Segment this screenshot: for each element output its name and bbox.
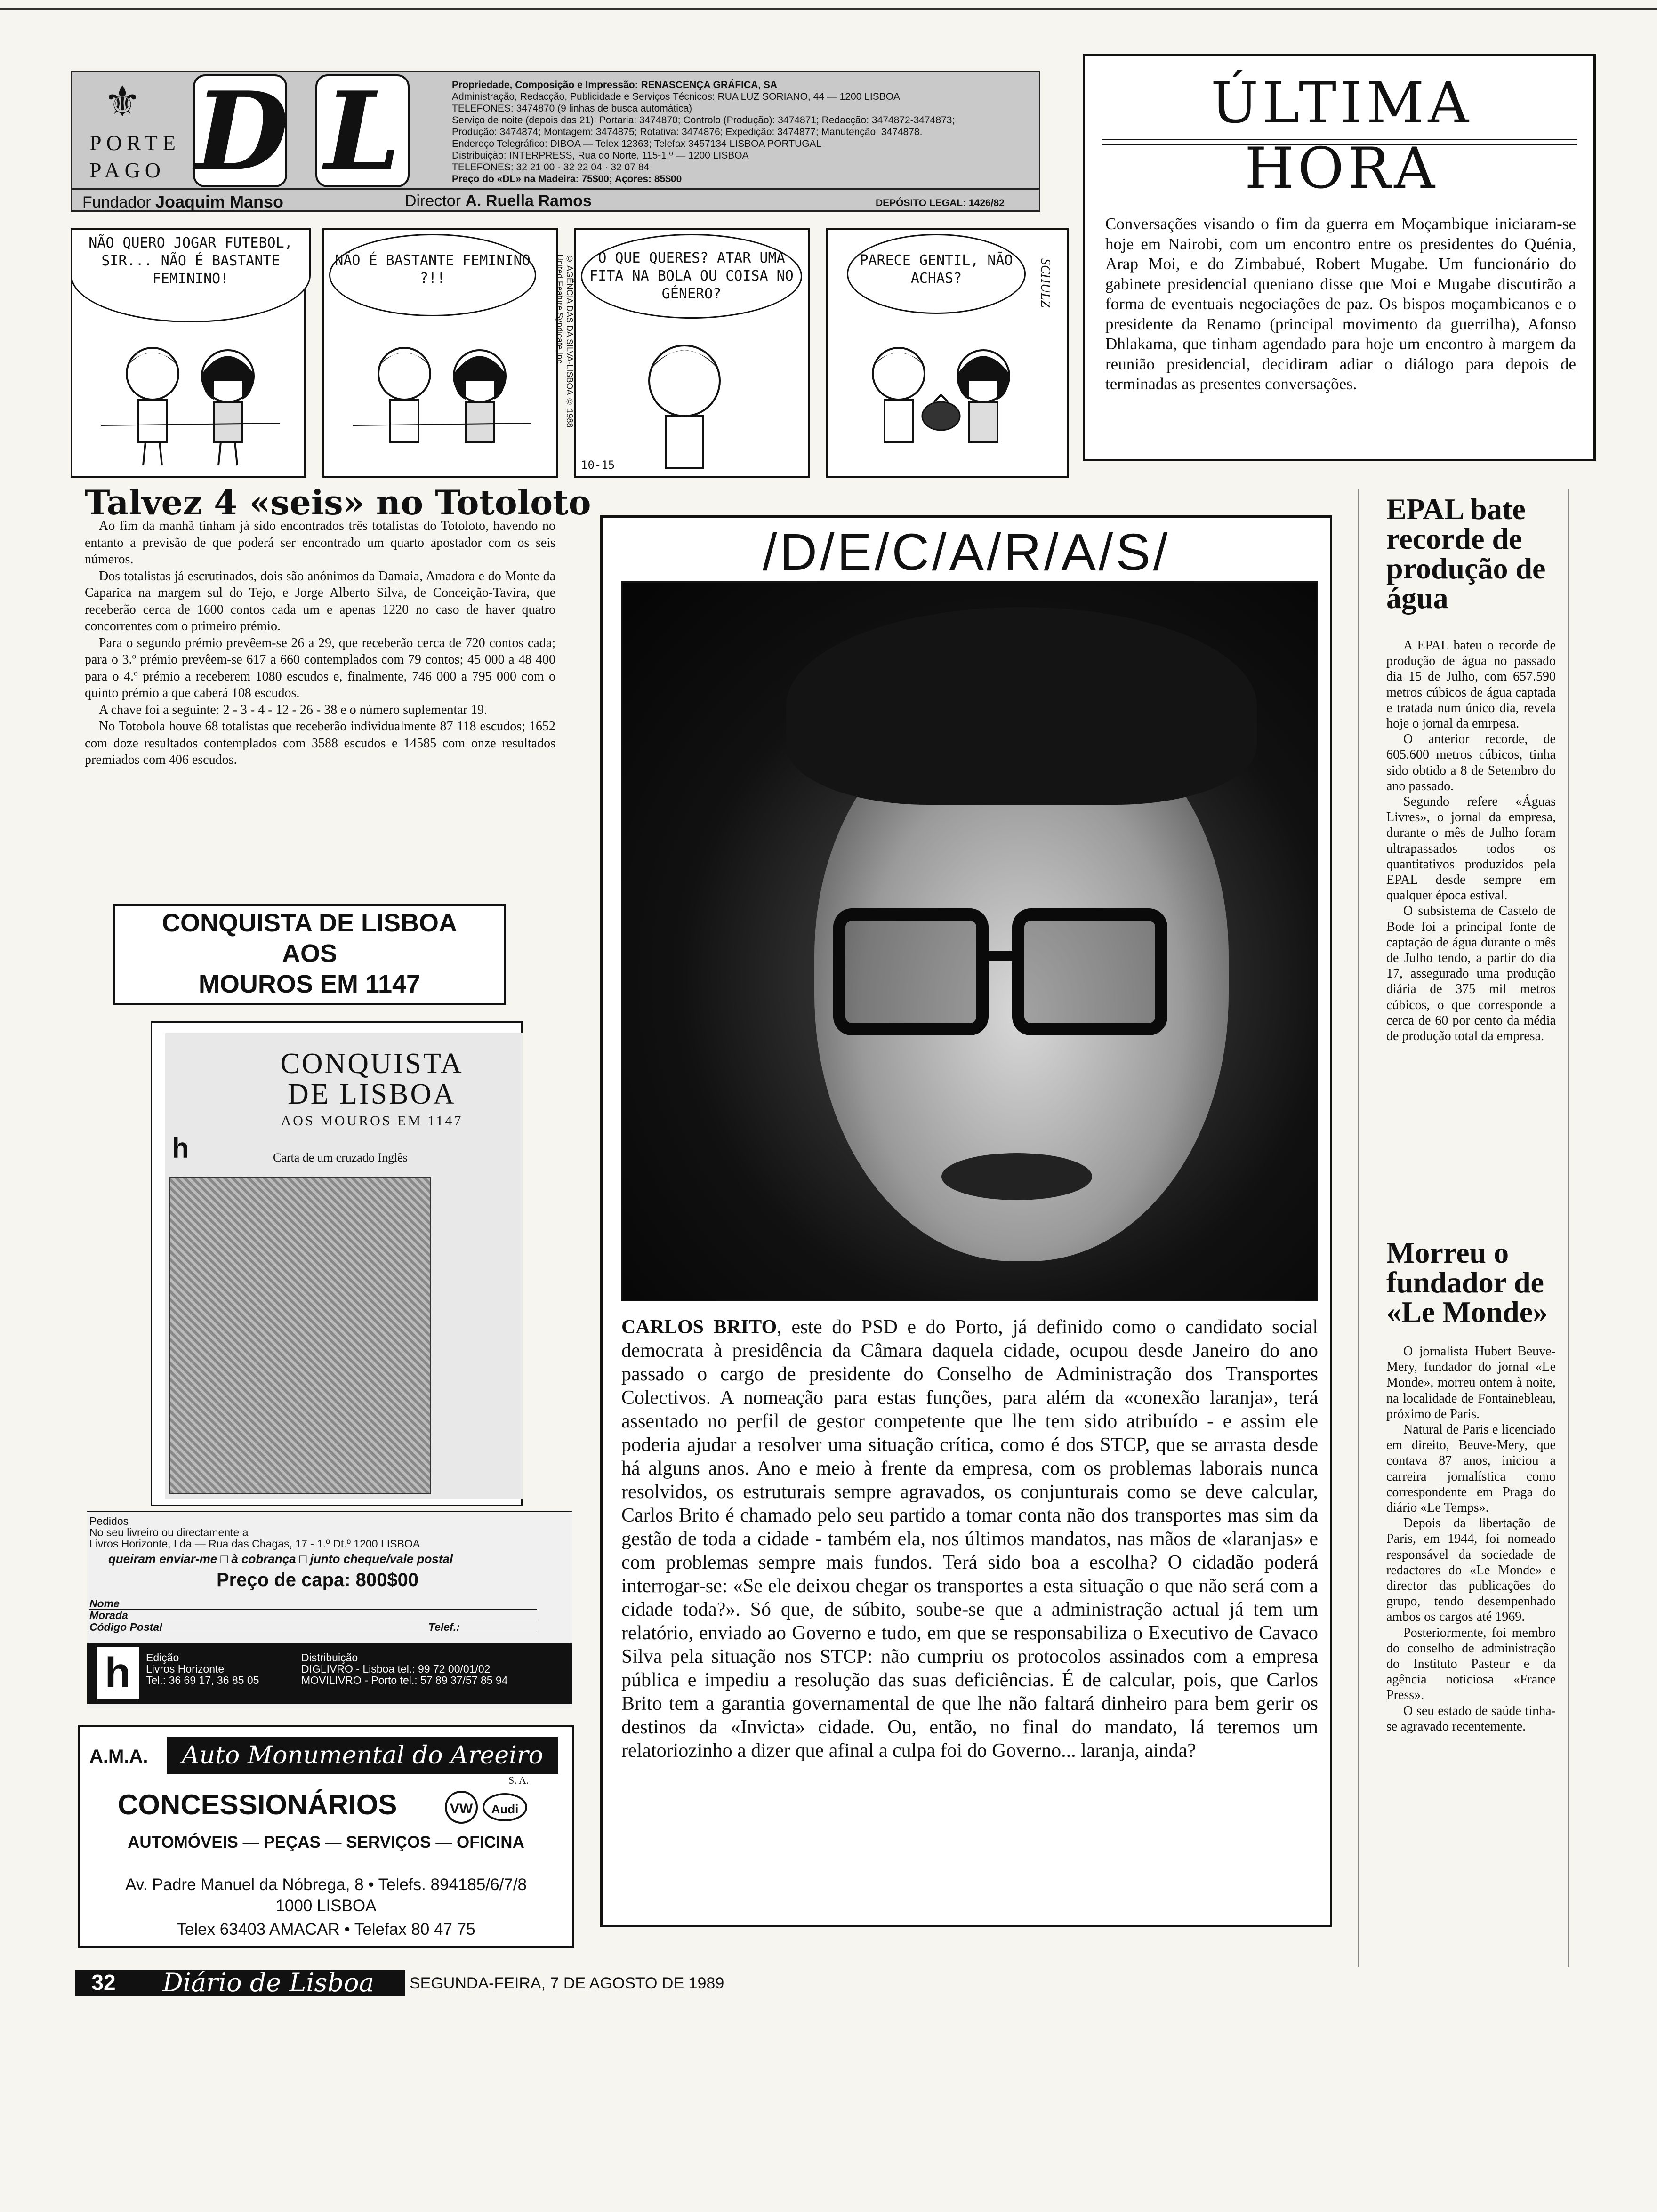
schulz-signature: SCHULZ: [1038, 258, 1053, 308]
info-line: Produção: 3474874; Montagem: 3474875; Rotativa: 3474876; Expedição: 3474877; Manutenção: 3474878.: [452, 127, 923, 137]
issue-date: SEGUNDA-FEIRA, 7 DE AGOSTO DE 1989: [410, 1974, 724, 1992]
book-title-1: CONQUISTA: [280, 1048, 464, 1080]
info-line: Propriedade, Composição e Impressão: RENASCENÇA GRÁFICA, SA: [452, 80, 778, 90]
glasses-bridge: [986, 951, 1014, 961]
distribuicao: [301, 1652, 508, 1686]
distribuicao-porto: MOVILIVRO - Porto tel.: 57 89 37/57 85 94: [301, 1674, 508, 1686]
speech-bubble: PARECE GENTIL, NÃO ACHAS?: [847, 234, 1026, 314]
cover-price: Preço de capa: 800$00: [217, 1570, 419, 1590]
paragraph: Posteriormente, foi membro do conselho de administração do Instituto Pasteur e da agência noticiosa «France Press».: [1386, 1625, 1556, 1703]
book-cover-illustration: [169, 1177, 431, 1494]
paragraph: Natural de Paris e licenciado em direito, Beuve-Mery, que contava 87 anos, iniciou a carreira jornalística como correspondente em Praga do diário «Le Temps».: [1386, 1422, 1556, 1515]
edicao: [146, 1652, 259, 1686]
info-line: TELEFONES: 32 21 00 · 32 22 04 · 32 07 84: [452, 162, 650, 173]
director-label: Director: [405, 192, 461, 210]
info-line: TELEFONES: 3474870 (9 linhas de busca automática): [452, 103, 692, 114]
conquista-line-2: AOS: [282, 939, 338, 968]
decaras-article: [621, 1315, 1318, 1763]
audi-logo-icon: Audi: [483, 1793, 527, 1821]
fundador-name: Joaquim Manso: [155, 192, 284, 211]
paper-name: Diário de Lisboa: [132, 1970, 405, 1996]
ultima-hora-rule: [1102, 144, 1577, 145]
ama-services: AUTOMÓVEIS — PEÇAS — SERVIÇOS — OFICINA: [128, 1833, 524, 1851]
decaras-text: , este do PSD e do Porto, já definido como o candidato social democrata à presidência da Câmara daquela cidade, ocupou desde Janeiro do ano passado o cargo de presidente do Conselho de Administração dos Transportes Colectivos. A nomeação para estas funções, para além da «conexão laranja», terá assentado no perfil de gestor competente que lhe tem sido atribuído - e assim ele poderia ajudar a resolver uma situação crítica, como é dos STCP, que se arrasta desde há alguns anos. Ano e meio à frente da empresa, com os problemas laborais nunca resolvidos, os estruturais sempre agravados, os conjunturais como se deve calcular, Carlos Brito é chamado pelo seu partido a tomar conta não dos transportes mas sim da gestão de toda a cidade - também ela, nos últimos mandatos, nas mãos de «laranjas» e com problemas sempre mais fundos. Terá sido boa a escolha? O cidadão poderá interrogar-se: «Se ele deixou chegar os transportes a esta situação o que não será com a cidade toda?». Só que, de súbito, soube-se que a administração actual já tem um relatório, enviado ao Governo e tudo, em que se responsabiliza o Executivo de Cavaco Silva pela situação nos STCP: não cumpriu os protocolos assinados com a empresa pública e impediu a resolução das suas deficiências. É de calcular, pois, que Carlos Brito tem a garantia governamental de que lhe não faltará dinheiro para bem gerir os destinos da «Invicta» cidade. Ou, então, no final do mandato, lá teremos um relatoriozinho a dizer que afinal a culpa foi do Governo... laranja, ainda?: [621, 1316, 1318, 1762]
ultima-hora-title: ÚLTIMA HORA: [1210, 71, 1472, 201]
speech-bubble: NÃO É BASTANTE FEMININO ?!!: [329, 234, 536, 316]
lemonde-article: [1386, 1344, 1556, 1734]
pago-label: PAGO: [89, 158, 166, 182]
ama-brand: A.M.A.: [89, 1746, 148, 1767]
pedidos-text: No seu livreiro ou directamente a: [89, 1526, 249, 1539]
ama-city: 1000 LISBOA: [275, 1897, 377, 1915]
ama-name: Auto Monumental do Areeiro: [167, 1737, 558, 1774]
peppermint-patty-drawing: [614, 324, 783, 475]
peppermint-patty-and-marcie-drawing: [353, 329, 531, 475]
fundador-label: Fundador: [82, 193, 151, 211]
masthead-info: [452, 79, 1031, 185]
coat-of-arms-icon: ⚜: [103, 79, 142, 126]
pedidos-label: Pedidos: [89, 1515, 129, 1527]
paragraph: O jornalista Hubert Beuve-Mery, fundador do jornal «Le Monde», morreu ontem à noite, na localidade de Fontainebleau, próximo de Paris.: [1386, 1344, 1556, 1421]
info-line: Distribuição: INTERPRESS, Rua do Norte, 115-1.º — 1200 LISBOA: [452, 150, 749, 161]
speech-bubble: O QUE QUERES? ATAR UMA FITA NA BOLA OU COISA NO GÉNERO?: [581, 234, 802, 319]
comic-panel-2: [322, 228, 558, 478]
paragraph: Para o segundo prémio prevêem-se 26 a 29, que receberão cerca de 720 contos cada; para o 3.º prémio prevêem-se 617 a 660 contemplados com 79 contos; 45 000 a 48 400 para o 4.º prémio a receberem 1080 escudos e, finalmente, 746 000 a 795 000 com o quinto prémio a que caberá 108 escudos.: [85, 635, 555, 700]
page-number: 32: [75, 1970, 132, 1996]
morada-field[interactable]: Morada: [89, 1610, 537, 1621]
paragraph: A chave foi a seguinte: 2 - 3 - 4 - 12 - 26 - 38 e o número suplementar 19.: [99, 702, 488, 717]
book-subtitle: AOS MOUROS EM 1147: [281, 1113, 463, 1129]
paragraph: O anterior recorde, de 605.600 metros cúbicos, tinha sido obtido a 8 de Setembro do ano passado.: [1386, 732, 1556, 793]
telefone-field[interactable]: Telef.:: [428, 1621, 460, 1633]
totoloto-headline: Talvez 4 «seis» no Totoloto: [85, 482, 591, 522]
column-rule: [1568, 489, 1569, 1967]
conquista-line-3: MOUROS EM 1147: [198, 970, 421, 998]
conquista-line-1: CONQUISTA DE LISBOA: [161, 909, 457, 937]
glasses-left-lens: [833, 908, 989, 1035]
paragraph: O seu estado de saúde tinha-se agravado recentemente.: [1386, 1703, 1556, 1734]
paragraph: Depois da libertação de Paris, em 1944, foi nomeado responsável da sociedade de redactores do «Le Monde» e director das publicações do grupo, tendo desempenhado ambos os cargos até 1969.: [1386, 1516, 1556, 1625]
logo-letter-l: L: [315, 74, 410, 187]
paragraph: Ao fim da manhã tinham já sido encontrados três totalistas do Totoloto, havendo no entanto a previsão de que poderá ser encontrado um quarto apostador com os seis números.: [85, 519, 555, 567]
lemonde-headline: Morreu o fundador de «Le Monde»: [1386, 1236, 1548, 1329]
publisher-logo-h: h: [97, 1647, 139, 1699]
book-caption: Carta de um cruzado Inglês: [273, 1151, 408, 1164]
paragraph: Dos totalistas já escrutinados, dois são anónimos da Damaia, Amadora e do Monte da Caparica na margem sul do Tejo, e Jorge Alberto Silva, de Conceição-Tavira, que receberão cerca de 1600 contos cada um e apenas 1220 no caso de haver quatro concorrentes com o primeiro prémio.: [85, 569, 555, 633]
fundador: [82, 192, 283, 212]
page-top-rule: [0, 0, 1657, 10]
porte-label: PORTE: [89, 131, 180, 155]
logo-letter-d: D: [193, 74, 287, 187]
order-options[interactable]: queiram enviar-me □ à cobrança □ junto cheque/vale postal: [108, 1552, 453, 1566]
paragraph: A EPAL bateu o recorde de produção de água no passado dia 15 de Julho, com 657.590 metros cúbicos de água captada e tratada num único dia, revela hoje o jornal da emrpesa.: [1386, 638, 1556, 731]
edicao-tel: Tel.: 36 69 17, 36 85 05: [146, 1674, 259, 1686]
decaras-name: CARLOS BRITO: [621, 1316, 777, 1338]
info-line: Administração, Redacção, Publicidade e Serviços Técnicos: RUA LUZ SORIANO, 44 — 1200 LISBOA: [452, 91, 901, 102]
publisher-logo: h: [172, 1132, 189, 1164]
edicao-name: Livros Horizonte: [146, 1663, 225, 1675]
director: [405, 192, 592, 210]
epal-headline: EPAL bate recorde de produção de água: [1386, 492, 1546, 615]
peppermint-patty-and-marcie-with-ball-drawing: [847, 329, 1035, 475]
comic-date: 10-15: [581, 458, 615, 472]
ultima-hora-rule: [1102, 139, 1577, 140]
nome-field[interactable]: Nome: [89, 1598, 537, 1610]
info-line: Serviço de noite (depois das 21): Portaria: 3474870; Controlo (Produção): 3474871; Redacção: 3474872-3474873;: [452, 115, 955, 126]
paragraph: No Totobola houve 68 totalistas que receberão individualmente 87 118 escudos; 1652 com doze resultados contemplados com 3588 escudos e 14585 com onze resultados premiados com 406 escudos.: [85, 719, 555, 767]
pedidos-address: Livros Horizonte, Lda — Rua das Chagas, 17 - 1.º Dt.º 1200 LISBOA: [89, 1538, 420, 1550]
info-line: Endereço Telegráfico: DIBOA — Telex 12363; Telefax 3457134 LISBOA PORTUGAL: [452, 138, 822, 149]
edicao-label: Edição: [146, 1651, 179, 1664]
ama-address: Av. Padre Manuel da Nóbrega, 8 • Telefs. 894185/6/7/8: [125, 1875, 527, 1894]
portrait-mouth: [941, 1153, 1092, 1200]
comic-panel-3: [574, 228, 810, 478]
comic-credit: © AGÊNCIA DAS DA SILVA-LISBOA © 1988 United Feature Syndicate,Inc.: [555, 254, 574, 428]
deposito-legal: DEPÓSITO LEGAL: 1426/82: [876, 198, 1005, 208]
book-title-2: DE LISBOA: [287, 1078, 457, 1110]
decaras-title: /D/E/C/A/R/A/S/: [763, 523, 1171, 581]
distribuicao-lisboa: DIGLIVRO - Lisboa tel.: 99 72 00/01/02: [301, 1663, 491, 1675]
comic-panel-4: [826, 228, 1069, 478]
column-rule: [1358, 489, 1359, 1967]
director-name: A. Ruella Ramos: [465, 192, 592, 210]
codigo-postal-field[interactable]: Código Postal: [89, 1621, 162, 1633]
ama-telex: Telex 63403 AMACAR • Telefax 80 47 75: [177, 1920, 475, 1939]
speech-bubble: NÃO QUERO JOGAR FUTEBOL, SIR... NÃO É BASTANTE FEMININO!: [71, 228, 311, 322]
epal-article: [1386, 638, 1556, 1044]
pedidos: [89, 1515, 420, 1549]
portrait-hair: [786, 607, 1257, 805]
porte-pago: [89, 129, 180, 184]
paragraph: O subsistema de Castelo de Bode foi a principal fonte de captação de água durante o mês de Julho tendo, a partir do dia 17, assegurado uma produção diária de 375 mil metros cúbicos, o que corresponde a cerca de 60 por cento da média de produção total da empresa.: [1386, 904, 1556, 1044]
concessionarios: CONCESSIONÁRIOS: [118, 1789, 397, 1820]
totoloto-article: [85, 518, 555, 769]
ama-sa: S. A.: [508, 1774, 529, 1786]
glasses-right-lens: [1012, 908, 1167, 1035]
info-line: Preço do «DL» na Madeira: 75$00; Açores: 85$00: [452, 174, 682, 184]
distribuicao-label: Distribuição: [301, 1651, 358, 1664]
order-fields: [89, 1598, 537, 1633]
ultima-hora-text: Conversações visando o fim da guerra em Moçambique iniciaram-se hoje em Nairobi, com um encontro entre os presidentes do Quénia, Arap Moi, e do Zimbabué, Robert Mugabe. Um funcionário do gabinete presidencial queniano disse que Moi e Mugabe discutirão a forma de eventuais negociações de paz. Os bispos moçambicanos e o presidente da Renamo (principal movimento da guerrilha), Afonso Dhlakama, que tinham agendado para hoje um encontro à margem da reunião presidencial, decidiram adiar o diálogo para depois de terminadas as presentes conversações.: [1105, 215, 1576, 393]
peppermint-patty-and-marcie-drawing: [101, 329, 280, 475]
paragraph: Segundo refere «Águas Livres», o jornal da empresa, durante o mês de Julho foram ultrapassados todos os quantitativos produzidos pela EPAL desde sempre em qualquer época estival.: [1386, 794, 1556, 903]
comic-panel-1: [71, 228, 306, 478]
vw-logo-icon: VW: [445, 1791, 478, 1824]
